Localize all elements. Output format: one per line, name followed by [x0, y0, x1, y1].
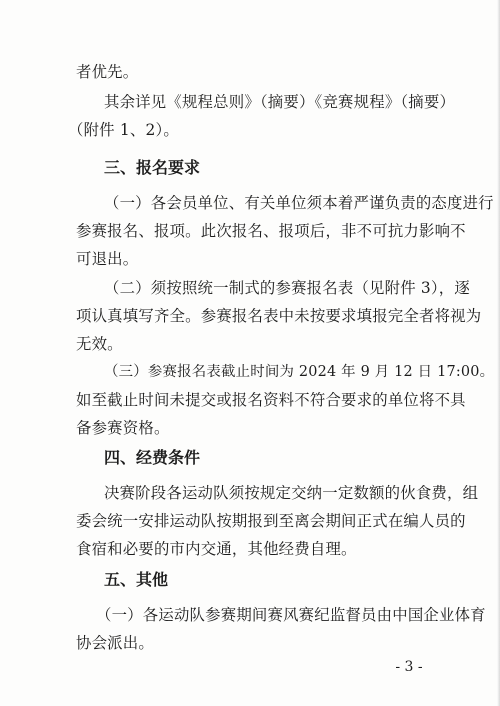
s3-para2-line-1: （二）须按照统一制式的参赛报名表（见附件 3），逐 — [104, 279, 470, 297]
section-5-heading: 五、其他 — [104, 570, 169, 589]
reference-line-2: （附件 1、2）。 — [68, 121, 179, 139]
section-4-heading: 四、经费条件 — [104, 448, 201, 467]
s3-para3-line-2: 如至截止时间未提交或报名资料不符合要求的单位将不具 — [76, 391, 466, 409]
s3-para1-line-2: 参赛报名、报项。此次报名、报项后，非不可抗力影响不 — [76, 222, 466, 240]
s5-para1-line-2: 协会派出。 — [76, 634, 154, 652]
s3-para1-line-3: 可退出。 — [76, 250, 139, 268]
continuation-text: 者优先。 — [76, 63, 139, 81]
s3-para3-line-3: 备参赛资格。 — [76, 419, 170, 437]
s4-para-line-3: 食宿和必要的市内交通，其他经费自理。 — [76, 540, 357, 558]
section-3-heading: 三、报名要求 — [104, 158, 201, 177]
s5-para1-line-1: （一）各运动队参赛期间赛风赛纪监督员由中国企业体育 — [96, 606, 486, 624]
s3-para1-line-1: （一）各会员单位、有关单位须本着严谨负责的态度进行 — [104, 194, 494, 212]
s3-para2-line-3: 无效。 — [76, 335, 123, 353]
s3-para3-line-1: （三）参赛报名表截止时间为 2024 年 9 月 12 日 17:00。 — [104, 364, 495, 380]
s4-para-line-2: 委会统一安排运动队按期报到至离会期间正式在编人员的 — [76, 512, 466, 530]
reference-line-1: 其余详见《规程总则》（摘要）《竞赛规程》（摘要） — [104, 93, 456, 111]
s4-para-line-1: 决赛阶段各运动队须按规定交纳一定数额的伙食费，组 — [104, 484, 479, 502]
page-number: - 3 - — [395, 659, 423, 675]
s3-para2-line-2: 项认真填写齐全。参赛报名表中未按要求填报完全者将视为 — [76, 307, 482, 325]
